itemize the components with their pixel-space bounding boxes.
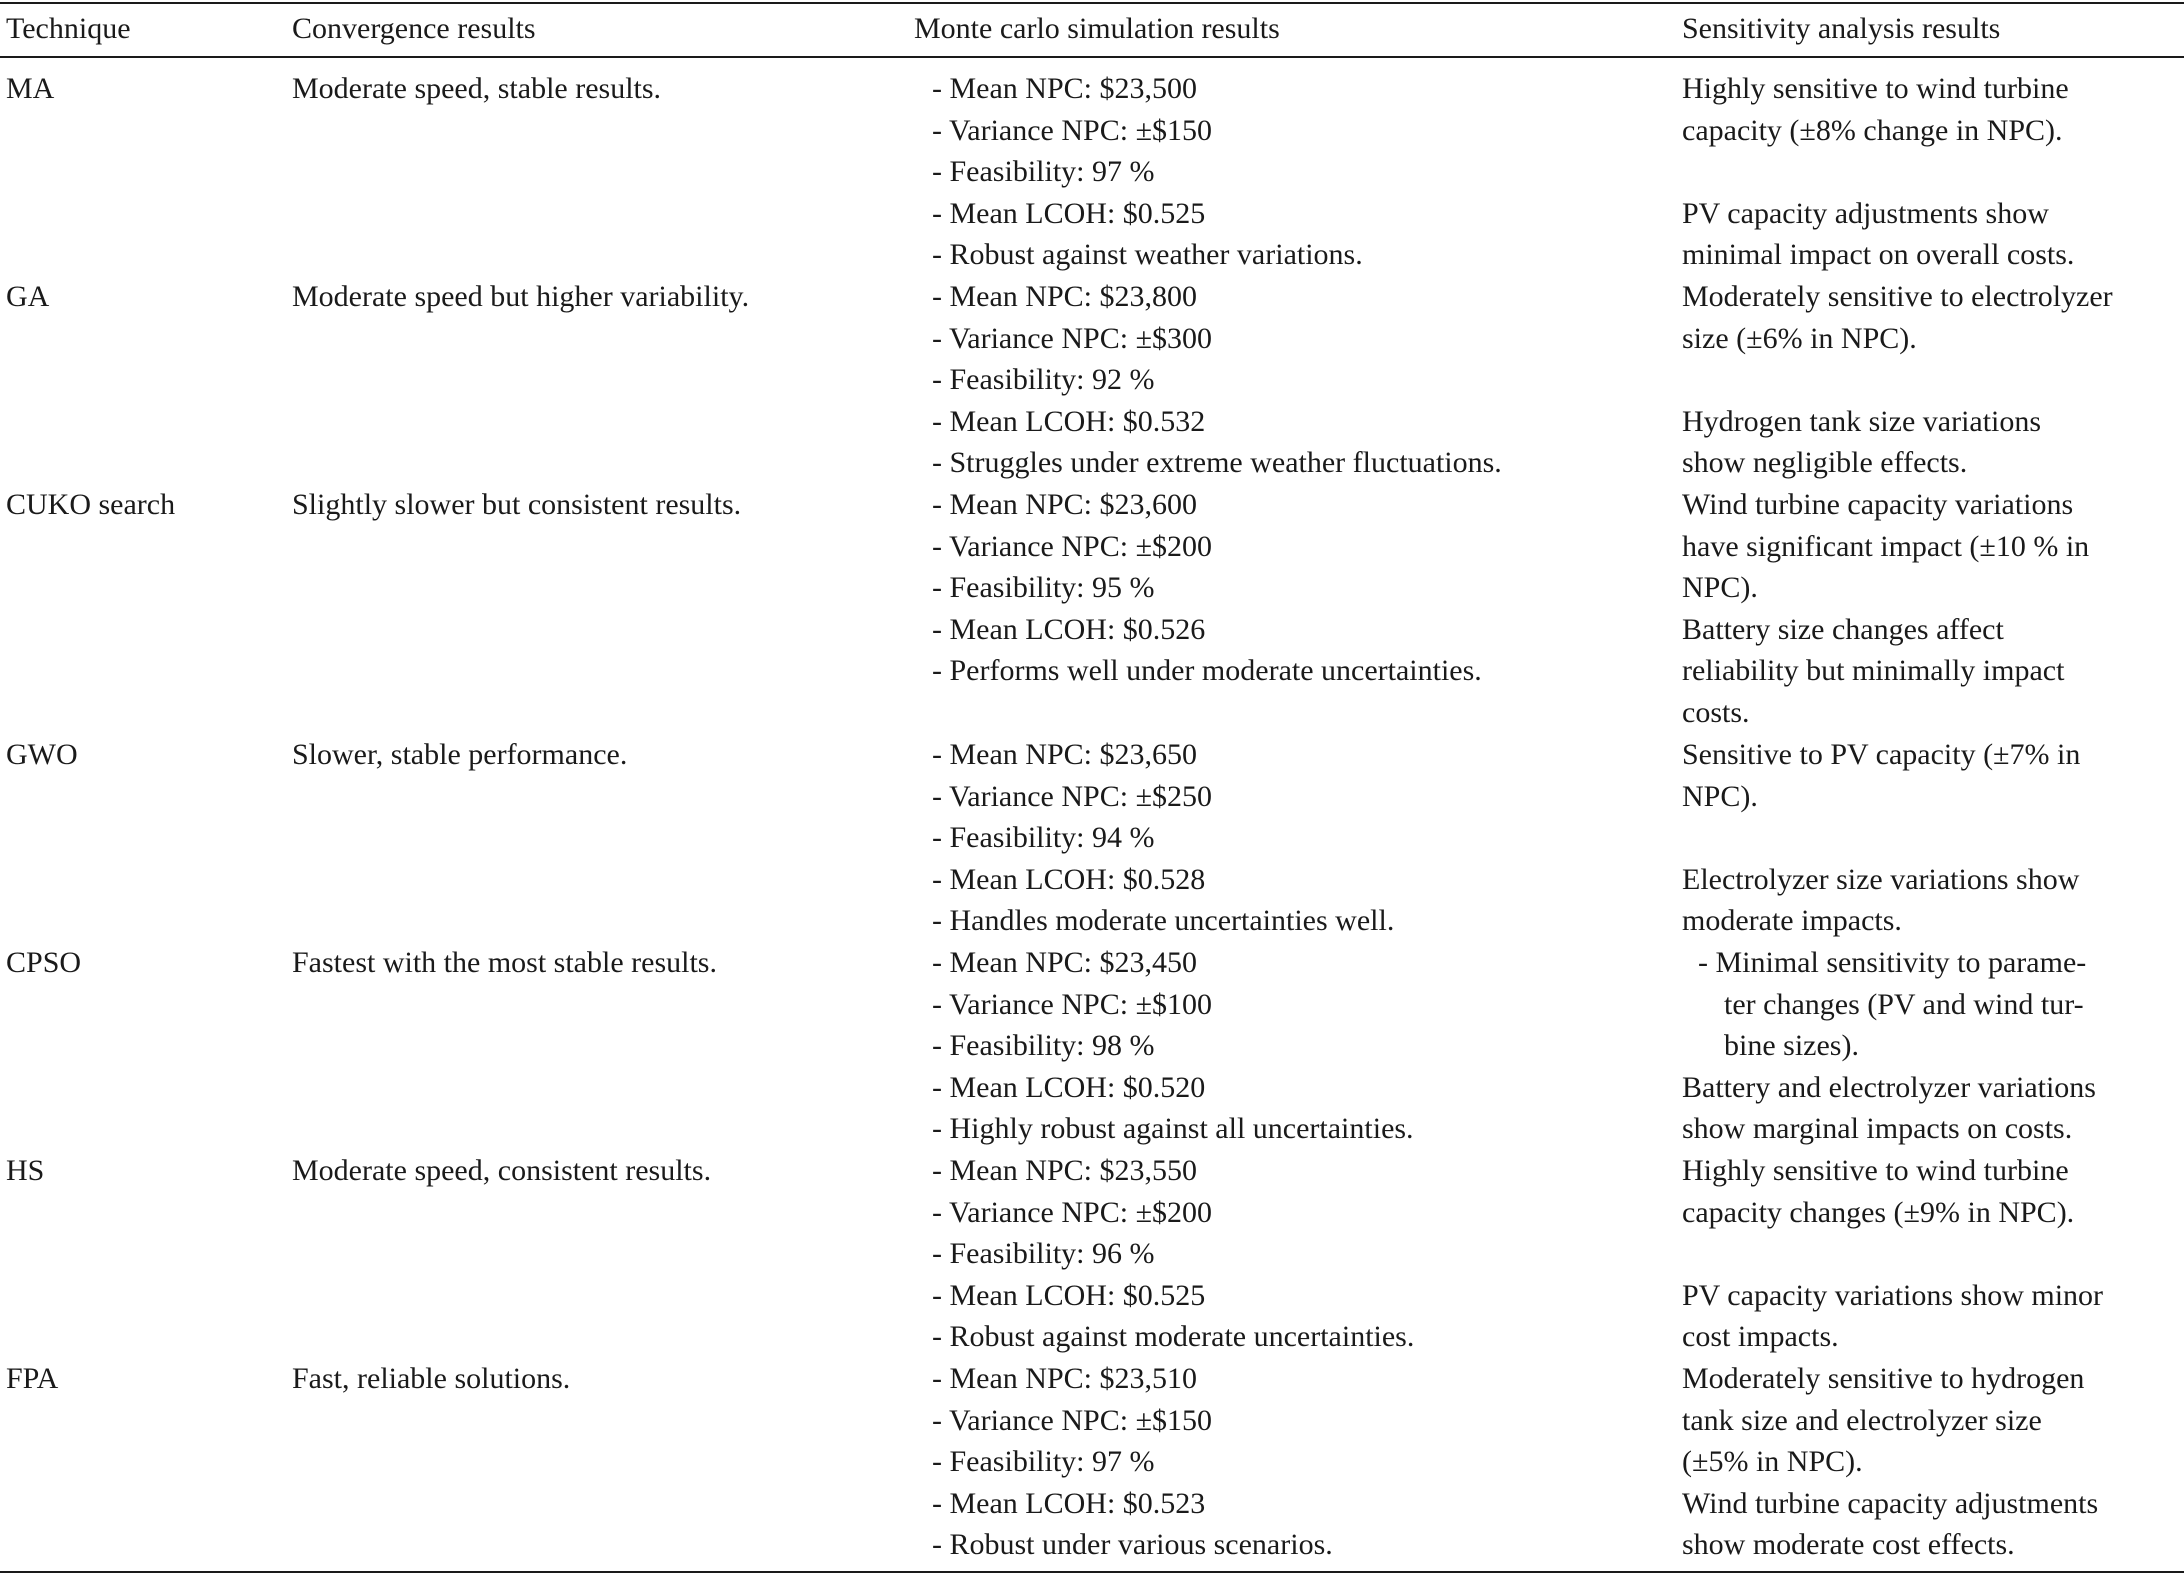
sensitivity-cell [1682, 484, 2182, 734]
convergence-cell: Moderate speed, stable results. [292, 72, 662, 105]
sensitivity-cell [1682, 68, 2182, 276]
technique-cell: MA [6, 72, 55, 105]
sens-line: minimal impact on overall costs. [1682, 238, 2075, 272]
sens-line: size (±6% in NPC). [1682, 321, 1917, 355]
bottom-rule [0, 1571, 2184, 1573]
sensitivity-cell [1682, 734, 2182, 942]
sens-line: PV capacity adjustments show [1682, 196, 2049, 230]
sens-line: show marginal impacts on costs. [1682, 1112, 2073, 1146]
sens-line: Hydrogen tank size variations [1682, 404, 2042, 438]
sens-line: Moderately sensitive to hydrogen [1682, 1362, 2085, 1395]
mc-line: - Robust against weather variations. [932, 238, 1363, 272]
technique-cell: FPA [6, 1362, 59, 1395]
technique-cell: HS [6, 1154, 45, 1187]
convergence-cell: Moderate speed but higher variability. [292, 280, 750, 313]
convergence-cell: Fast, reliable solutions. [292, 1362, 571, 1395]
sens-line: Battery and electrolyzer variations [1682, 1070, 2096, 1104]
mc-line: - Feasibility: 92 % [932, 363, 1155, 397]
mc-line: - Robust against moderate uncertainties. [932, 1320, 1415, 1354]
sens-line: NPC). [1682, 571, 1758, 605]
convergence-cell: Fastest with the most stable results. [292, 946, 717, 979]
header-convergence: Convergence results [292, 12, 536, 45]
mc-line: - Performs well under moderate uncertainties. [932, 654, 1482, 688]
mc-line: - Variance NPC: ±$200 [932, 529, 1213, 563]
mc-line: - Highly robust against all uncertainties. [932, 1112, 1414, 1146]
mc-line: - Variance NPC: ±$250 [932, 779, 1213, 813]
convergence-cell: Moderate speed, consistent results. [292, 1154, 712, 1187]
monte-carlo-cell [932, 734, 1394, 942]
mc-line: - Variance NPC: ±$150 [932, 1403, 1213, 1437]
mc-line: - Variance NPC: ±$300 [932, 321, 1213, 355]
sens-line: show moderate cost effects. [1682, 1528, 2015, 1562]
mc-line: - Mean LCOH: $0.523 [932, 1486, 1206, 1520]
mc-line: - Mean LCOH: $0.532 [932, 404, 1206, 438]
mc-line: - Mean LCOH: $0.526 [932, 612, 1206, 646]
monte-carlo-cell [932, 68, 1363, 276]
sensitivity-cell [1682, 1150, 2182, 1358]
mc-line: - Mean NPC: $23,650 [932, 738, 1197, 771]
sens-line: Highly sensitive to wind turbine [1682, 72, 2069, 105]
mc-line: - Mean NPC: $23,450 [932, 946, 1197, 979]
monte-carlo-cell [932, 1358, 1333, 1566]
mc-line: - Mean NPC: $23,500 [932, 72, 1197, 105]
monte-carlo-cell [932, 484, 1482, 692]
sens-line: capacity changes (±9% in NPC). [1682, 1195, 2075, 1229]
sens-line: - Minimal sensitivity to parame- [1698, 946, 2087, 979]
header-rule [0, 56, 2184, 58]
mc-line: - Feasibility: 98 % [932, 1029, 1155, 1063]
monte-carlo-cell [932, 942, 1414, 1150]
mc-line: - Mean NPC: $23,510 [932, 1362, 1197, 1395]
mc-line: - Variance NPC: ±$200 [932, 1195, 1213, 1229]
sens-line: costs. [1682, 695, 1750, 729]
mc-line: - Mean LCOH: $0.528 [932, 862, 1206, 896]
sens-line: moderate impacts. [1682, 904, 1902, 938]
header-monte-carlo: Monte carlo simulation results [914, 12, 1280, 45]
sens-line: tank size and electrolyzer size [1682, 1403, 2042, 1437]
mc-line: - Feasibility: 96 % [932, 1237, 1155, 1271]
mc-line: - Mean LCOH: $0.520 [932, 1070, 1206, 1104]
sensitivity-cell [1682, 276, 2182, 484]
sens-line: (±5% in NPC). [1682, 1445, 1863, 1479]
mc-line: - Variance NPC: ±$100 [932, 987, 1213, 1021]
sens-line: PV capacity variations show minor [1682, 1278, 2104, 1312]
sens-line: show negligible effects. [1682, 446, 1968, 480]
sens-line: capacity (±8% change in NPC). [1682, 113, 2063, 147]
sens-line: Wind turbine capacity adjustments [1682, 1486, 2099, 1520]
technique-cell: CUKO search [6, 488, 176, 521]
mc-line: - Mean LCOH: $0.525 [932, 196, 1206, 230]
sens-line: Battery size changes affect [1682, 612, 2004, 646]
header-sensitivity: Sensitivity analysis results [1682, 12, 2001, 45]
sens-line: Electrolyzer size variations show [1682, 862, 2080, 896]
sens-line: NPC). [1682, 779, 1758, 813]
sensitivity-cell [1682, 942, 2182, 1150]
sensitivity-cell [1682, 1358, 2182, 1566]
sens-line: cost impacts. [1682, 1320, 1839, 1354]
sens-line: Wind turbine capacity variations [1682, 488, 2074, 521]
mc-line: - Variance NPC: ±$150 [932, 113, 1213, 147]
sens-line: Moderately sensitive to electrolyzer [1682, 280, 2113, 313]
mc-line: - Mean NPC: $23,600 [932, 488, 1197, 521]
sens-line: Sensitive to PV capacity (±7% in [1682, 738, 2081, 771]
convergence-cell: Slightly slower but consistent results. [292, 488, 742, 521]
top-rule [0, 2, 2184, 4]
mc-line: - Mean NPC: $23,800 [932, 280, 1197, 313]
mc-line: - Mean LCOH: $0.525 [932, 1278, 1206, 1312]
mc-line: - Handles moderate uncertainties well. [932, 904, 1395, 938]
monte-carlo-cell [932, 276, 1502, 484]
mc-line: - Mean NPC: $23,550 [932, 1154, 1197, 1187]
technique-cell: GA [6, 280, 50, 313]
monte-carlo-cell [932, 1150, 1414, 1358]
technique-cell: GWO [6, 738, 78, 771]
sens-line: bine sizes). [1724, 1029, 1859, 1063]
mc-line: - Feasibility: 95 % [932, 571, 1155, 605]
technique-cell: CPSO [6, 946, 82, 979]
mc-line: - Struggles under extreme weather fluctuations. [932, 446, 1502, 480]
mc-line: - Feasibility: 94 % [932, 821, 1155, 855]
sens-line: ter changes (PV and wind tur- [1724, 987, 2084, 1021]
mc-line: - Feasibility: 97 % [932, 1445, 1155, 1479]
mc-line: - Robust under various scenarios. [932, 1528, 1333, 1562]
mc-line: - Feasibility: 97 % [932, 155, 1155, 189]
sens-line: reliability but minimally impact [1682, 654, 2065, 688]
sens-line: have significant impact (±10 % in [1682, 529, 2090, 563]
header-technique: Technique [6, 12, 131, 45]
convergence-cell: Slower, stable performance. [292, 738, 628, 771]
sens-line: Highly sensitive to wind turbine [1682, 1154, 2069, 1187]
